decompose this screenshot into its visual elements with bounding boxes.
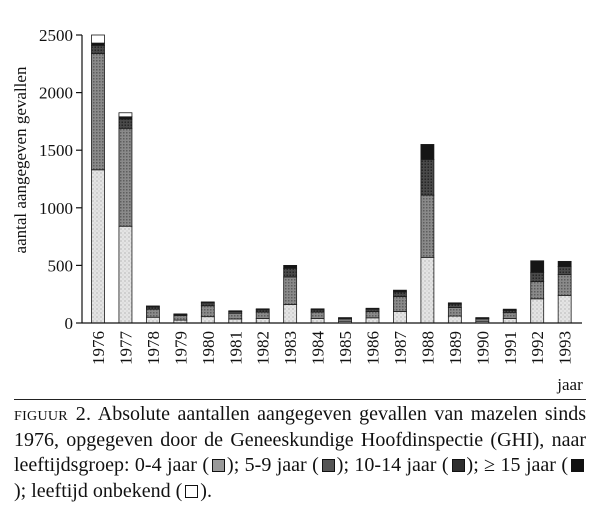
bar-segment-5-9-jaar <box>503 313 516 319</box>
bar-segment-5-9-jaar <box>284 277 297 305</box>
bar-stack-1990 <box>476 318 489 323</box>
x-tick-label: 1987 <box>390 331 410 365</box>
bar-segment-5-9-jaar <box>531 282 544 299</box>
x-tick-label: 1989 <box>445 331 465 365</box>
bar-segment-15-jaar <box>229 311 242 312</box>
x-tick-label: 1977 <box>116 331 136 365</box>
bar-segment-0-4-jaar <box>201 317 214 323</box>
bar-stack-1991 <box>503 309 516 323</box>
bar-segment-15-jaar <box>174 314 187 315</box>
swatch-5-9-jaar <box>322 459 335 472</box>
bar-segment-5-9-jaar <box>146 309 159 317</box>
bar-segment-0-4-jaar <box>448 316 461 323</box>
bar-segment-5-9-jaar <box>558 275 571 296</box>
y-tick-label: 2000 <box>39 83 73 103</box>
bar-segment-0-4-jaar <box>311 318 324 323</box>
y-tick-label: 2500 <box>39 26 73 45</box>
bar-segment-5-9-jaar <box>311 312 324 318</box>
bar-segment-5-9-jaar <box>421 195 434 257</box>
bar-segment-10-14-jaar <box>92 45 105 53</box>
bar-segment-0-4-jaar <box>421 257 434 323</box>
bar-segment-10-14-jaar <box>119 119 132 128</box>
bar-segment-0-4-jaar <box>119 226 132 323</box>
bars <box>92 35 572 323</box>
bar-segment-0-4-jaar <box>558 295 571 323</box>
x-tick-label: 1992 <box>528 331 548 365</box>
caption-label: figuur 2. <box>14 403 92 425</box>
bar-segment-15-jaar <box>339 318 352 319</box>
bar-stack-1986 <box>366 308 379 323</box>
swatch-15-plus-jaar <box>571 459 584 472</box>
bar-stack-1987 <box>393 290 406 323</box>
bar-stack-1978 <box>146 306 159 323</box>
bar-segment-15-jaar <box>503 309 516 310</box>
bar-segment-15-jaar <box>476 318 489 319</box>
bar-segment-15-jaar <box>558 261 571 266</box>
bar-segment-15-jaar <box>201 302 214 303</box>
bar-segment-5-9-jaar <box>256 312 269 318</box>
caption-text-2: ); 5-9 jaar ( <box>227 454 319 476</box>
bar-stack-1981 <box>229 311 242 323</box>
figure-caption <box>14 402 586 504</box>
bar-segment-5-9-jaar <box>393 297 406 312</box>
caption-text-5: ); leeftijd onbekend ( <box>14 479 183 502</box>
bar-segment-0-4-jaar <box>256 318 269 323</box>
y-tick-label: 500 <box>47 256 73 276</box>
swatch-10-14-jaar <box>452 459 465 472</box>
bar-segment-0-4-jaar <box>393 311 406 323</box>
bar-segment-0-4-jaar <box>284 305 297 323</box>
x-tick-label: 1976 <box>89 331 108 365</box>
x-tick-label: 1985 <box>336 331 356 365</box>
bar-stack-1993 <box>558 261 571 323</box>
bar-segment-0-4-jaar <box>366 318 379 323</box>
bar-segment-5-9-jaar <box>92 53 105 169</box>
bar-stack-1984 <box>311 309 324 323</box>
x-tick-label: 1991 <box>500 331 520 365</box>
x-tick-label: 1993 <box>555 331 575 365</box>
bar-segment-leeftijd-onbekend <box>119 113 132 117</box>
x-tick-label: 1988 <box>418 331 438 365</box>
swatch-0-4-jaar <box>212 459 225 472</box>
bar-stack-1982 <box>256 309 269 323</box>
bar-segment-leeftijd-onbekend <box>92 35 105 43</box>
bar-stack-1979 <box>174 314 187 323</box>
bar-stack-1980 <box>201 302 214 323</box>
bar-segment-0-4-jaar <box>531 299 544 323</box>
x-tick-label: 1984 <box>308 331 328 365</box>
y-tick-label: 0 <box>64 314 73 333</box>
bar-stack-1992 <box>531 261 544 323</box>
swatch-leeftijd-onbekend <box>185 485 198 498</box>
bar-segment-15-jaar <box>284 265 297 268</box>
bar-segment-5-9-jaar <box>229 313 242 319</box>
x-tick-label: 1990 <box>473 331 493 365</box>
bar-segment-15-jaar <box>393 290 406 292</box>
y-tick-label: 1500 <box>39 141 73 161</box>
bar-segment-15-jaar <box>311 309 324 310</box>
bar-segment-10-14-jaar <box>558 267 571 275</box>
bar-segment-10-14-jaar <box>393 292 406 297</box>
bar-stack-1977 <box>119 113 132 323</box>
x-tick-label: 1981 <box>226 331 246 365</box>
bar-stack-1988 <box>421 144 434 323</box>
caption-text-6: ). <box>200 479 212 502</box>
bar-segment-0-4-jaar <box>146 317 159 323</box>
bar-segment-0-4-jaar <box>229 319 242 323</box>
x-axis <box>82 323 582 365</box>
bar-segment-10-14-jaar <box>531 272 544 281</box>
bar-segment-15-jaar <box>531 261 544 273</box>
y-axis-label: aantal aangegeven gevallen <box>11 66 30 254</box>
bar-segment-15-jaar <box>448 303 461 304</box>
x-axis-label: jaar <box>557 375 583 394</box>
bar-segment-0-4-jaar <box>92 170 105 323</box>
x-tick-label: 1978 <box>143 331 163 365</box>
bar-stack-1989 <box>448 303 461 323</box>
bar-segment-10-14-jaar <box>201 303 214 306</box>
bar-segment-0-4-jaar <box>503 318 516 323</box>
x-tick-label: 1980 <box>198 331 218 365</box>
y-axis <box>39 26 82 333</box>
bar-segment-5-9-jaar <box>448 307 461 316</box>
bar-segment-5-9-jaar <box>119 128 132 226</box>
x-tick-label: 1982 <box>253 331 273 365</box>
bar-stack-1985 <box>339 318 352 323</box>
caption-text-3: ); 10-14 jaar ( <box>336 454 449 476</box>
x-tick-label: 1979 <box>171 331 191 365</box>
bar-stack-1976 <box>92 35 105 323</box>
bar-segment-5-9-jaar <box>201 306 214 317</box>
bar-segment-10-14-jaar <box>421 159 434 195</box>
caption-text-1: Absolute aantallen aangegeven gevallen van mazelen sinds 1976, opgegeven door de Geneeskundige Hoofdinspectie (GHI), naar leeftijdsgroep: 0-4 jaar ( <box>14 403 586 476</box>
caption-divider <box>14 399 586 400</box>
bar-segment-15-jaar <box>366 308 379 309</box>
bar-segment-10-14-jaar <box>448 304 461 307</box>
y-tick-label: 1000 <box>39 198 73 218</box>
x-tick-label: 1986 <box>363 331 383 365</box>
x-tick-label: 1983 <box>281 331 301 365</box>
bar-segment-10-14-jaar <box>284 268 297 277</box>
bar-segment-5-9-jaar <box>174 316 187 321</box>
bar-stack-1983 <box>284 265 297 323</box>
bar-segment-15-jaar <box>421 144 434 159</box>
bar-segment-15-jaar <box>146 306 159 307</box>
bar-segment-15-jaar <box>256 309 269 310</box>
caption-text-4: ); ≥ 15 jaar ( <box>466 454 569 476</box>
bar-segment-5-9-jaar <box>366 311 379 317</box>
